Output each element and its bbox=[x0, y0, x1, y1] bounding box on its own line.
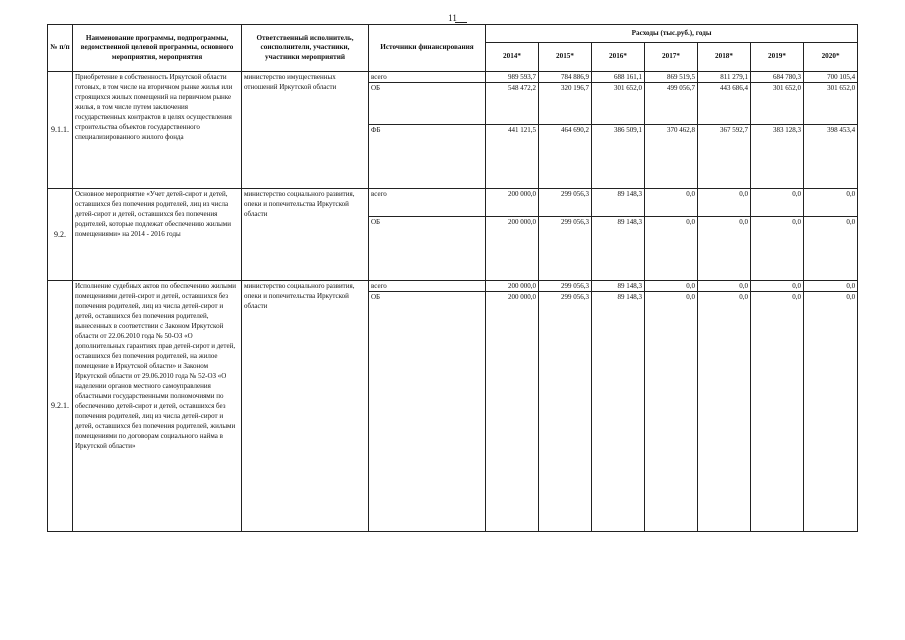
row-value: 441 121,5 bbox=[486, 125, 539, 189]
row-value: 0,0 bbox=[645, 189, 698, 217]
row-value: 89 148,3 bbox=[592, 281, 645, 292]
row-value: 89 148,3 bbox=[592, 292, 645, 532]
header-year: 2016* bbox=[592, 43, 645, 72]
table-row bbox=[48, 281, 858, 292]
header-source: Источники финансирования bbox=[369, 25, 486, 72]
row-value: 89 148,3 bbox=[592, 189, 645, 217]
row-executor: министерство имущественных отношений Иркутской области bbox=[242, 72, 369, 189]
header-year: 2017* bbox=[645, 43, 698, 72]
row-executor: министерство социального развития, опеки и попечительства Иркутской области bbox=[242, 281, 369, 532]
row-source: всего bbox=[369, 281, 486, 292]
table-row bbox=[48, 72, 858, 83]
row-id: 9.2. bbox=[48, 189, 73, 281]
row-value: 320 196,7 bbox=[539, 83, 592, 125]
row-value: 299 056,3 bbox=[539, 292, 592, 532]
row-id: 9.1.1. bbox=[48, 72, 73, 189]
row-value: 200 000,0 bbox=[486, 217, 539, 281]
row-name: Исполнение судебных актов по обеспечению жилыми помещениями детей-сирот и детей, оставшихся без попечения родителей, лиц из числа детей-сирот и детей, оставшихся без попечения родителей, вынесенных в соответствии с Законом Иркутской области от 22.06.2010 года № 50-ОЗ «О дополнительных гарантиях прав детей-сирот и детей, оставшихся без попечения родителей, на жилое помещение в Иркутской области» и Законом Иркутской области от 29.06.2010 года № 52-ОЗ «О наделении органов местного самоуправления областными государственными полномочиями по обеспечению детей-сирот и детей, оставшихся без попечения родителей, лиц из числа детей-сирот и детей, оставшихся без попечения родителей, жилыми помещениями по договорам социального найма в Иркутской области» bbox=[73, 281, 242, 532]
header-executor: Ответственный исполнитель, соисполнители, участники, участники мероприятий bbox=[242, 25, 369, 72]
row-value: 0,0 bbox=[698, 217, 751, 281]
row-executor: министерство социального развития, опеки и попечительства Иркутской области bbox=[242, 189, 369, 281]
row-value: 989 593,7 bbox=[486, 72, 539, 83]
header-year: 2014* bbox=[486, 43, 539, 72]
row-value: 398 453,4 bbox=[804, 125, 858, 189]
row-value: 784 886,9 bbox=[539, 72, 592, 83]
row-value: 811 279,1 bbox=[698, 72, 751, 83]
page-number-underline bbox=[455, 22, 467, 23]
row-value: 299 056,3 bbox=[539, 281, 592, 292]
row-value: 869 519,5 bbox=[645, 72, 698, 83]
row-value: 367 592,7 bbox=[698, 125, 751, 189]
row-value: 0,0 bbox=[751, 292, 804, 532]
row-value: 0,0 bbox=[804, 217, 858, 281]
row-value: 301 652,0 bbox=[804, 83, 858, 125]
row-value: 200 000,0 bbox=[486, 292, 539, 532]
row-value: 464 690,2 bbox=[539, 125, 592, 189]
row-value: 0,0 bbox=[804, 281, 858, 292]
row-value: 0,0 bbox=[698, 189, 751, 217]
row-source: всего bbox=[369, 72, 486, 83]
row-id: 9.2.1. bbox=[48, 281, 73, 532]
header-no: № п/п bbox=[48, 25, 73, 72]
row-source: ОБ bbox=[369, 292, 486, 532]
row-value: 0,0 bbox=[751, 281, 804, 292]
row-value: 0,0 bbox=[751, 217, 804, 281]
row-value: 301 652,0 bbox=[751, 83, 804, 125]
header-expenses: Расходы (тыс.руб.), годы bbox=[486, 25, 858, 43]
row-name: Приобретение в собственность Иркутской области готовых, в том числе на вторичном рынке жилья или строящихся жилых помещений на первичном рынке жилья, в том числе путем заключения государственных контрактов в целях осуществления строительства объектов государственного специализированного жилого фонда bbox=[73, 72, 242, 189]
row-value: 0,0 bbox=[804, 292, 858, 532]
expenses-table bbox=[47, 24, 858, 532]
row-source: ОБ bbox=[369, 83, 486, 125]
row-value: 0,0 bbox=[645, 292, 698, 532]
row-name: Основное мероприятие «Учет детей-сирот и детей, оставшихся без попечения родителей, лиц из числа детей-сирот и детей, оставшихся без попечения родителей, которые подлежат обеспечению жилыми помещениями» на 2014 - 2016 годы bbox=[73, 189, 242, 281]
header-name: Наименование программы, подпрограммы, ведомственной целевой программы, основного мероприятия, мероприятия bbox=[73, 25, 242, 72]
row-value: 548 472,2 bbox=[486, 83, 539, 125]
row-value: 0,0 bbox=[698, 292, 751, 532]
row-value: 0,0 bbox=[804, 189, 858, 217]
header-year: 2020* bbox=[804, 43, 858, 72]
row-value: 684 780,3 bbox=[751, 72, 804, 83]
row-value: 299 056,3 bbox=[539, 217, 592, 281]
row-value: 0,0 bbox=[751, 189, 804, 217]
row-value: 200 000,0 bbox=[486, 189, 539, 217]
row-source: ОБ bbox=[369, 217, 486, 281]
row-value: 0,0 bbox=[698, 281, 751, 292]
row-source: ФБ bbox=[369, 125, 486, 189]
row-value: 443 686,4 bbox=[698, 83, 751, 125]
header-year: 2019* bbox=[751, 43, 804, 72]
row-value: 89 148,3 bbox=[592, 217, 645, 281]
row-value: 383 128,3 bbox=[751, 125, 804, 189]
row-value: 0,0 bbox=[645, 217, 698, 281]
table-row bbox=[48, 189, 858, 217]
row-value: 386 509,1 bbox=[592, 125, 645, 189]
header-year: 2018* bbox=[698, 43, 751, 72]
row-value: 700 105,4 bbox=[804, 72, 858, 83]
row-value: 370 462,8 bbox=[645, 125, 698, 189]
row-value: 301 652,0 bbox=[592, 83, 645, 125]
header-year: 2015* bbox=[539, 43, 592, 72]
row-source: всего bbox=[369, 189, 486, 217]
row-value: 499 056,7 bbox=[645, 83, 698, 125]
row-value: 688 161,1 bbox=[592, 72, 645, 83]
row-value: 0,0 bbox=[645, 281, 698, 292]
row-value: 299 056,3 bbox=[539, 189, 592, 217]
row-value: 200 000,0 bbox=[486, 281, 539, 292]
page-number: 11 bbox=[448, 13, 457, 23]
